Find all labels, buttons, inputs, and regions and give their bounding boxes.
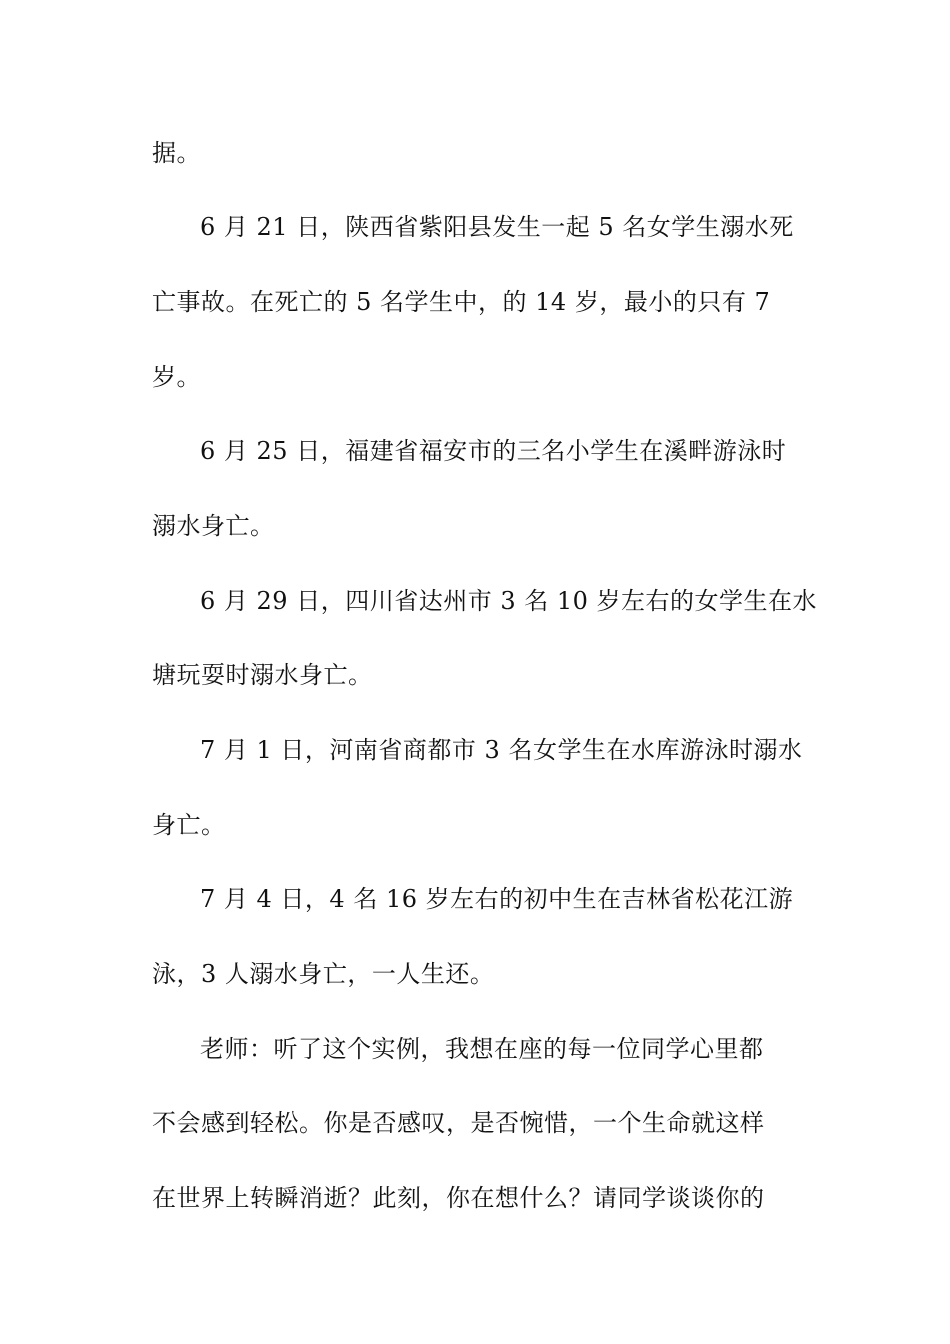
text-line: 泳，3 人溺水身亡，一人生还。	[152, 960, 495, 988]
text-line: 岁。	[152, 363, 201, 391]
text-line: 身亡。	[152, 811, 226, 839]
text-line: 不会感到轻松。你是否感叹，是否惋惜，一个生命就这样	[152, 1109, 765, 1137]
text-line: 7 月 1 日，河南省商都市 3 名女学生在水库游泳时溺水	[200, 736, 803, 764]
text-line: 据。	[152, 139, 201, 167]
text-line: 7 月 4 日，4 名 16 岁左右的初中生在吉林省松花江游	[200, 885, 794, 913]
text-line: 6 月 29 日，四川省达州市 3 名 10 岁左右的女学生在水	[200, 587, 818, 615]
text-line: 6 月 25 日，福建省福安市的三名小学生在溪畔游泳时	[200, 437, 787, 465]
text-line: 塘玩耍时溺水身亡。	[152, 661, 373, 689]
text-line: 6 月 21 日，陕西省紫阳县发生一起 5 名女学生溺水死	[200, 213, 794, 241]
text-line: 溺水身亡。	[152, 512, 275, 540]
text-line: 在世界上转瞬消逝？此刻，你在想什么？请同学谈谈你的	[152, 1184, 765, 1212]
text-line: 老师：听了这个实例，我想在座的每一位同学心里都	[200, 1035, 764, 1063]
text-line: 亡事故。在死亡的 5 名学生中，的 14 岁，最小的只有 7	[152, 288, 771, 316]
